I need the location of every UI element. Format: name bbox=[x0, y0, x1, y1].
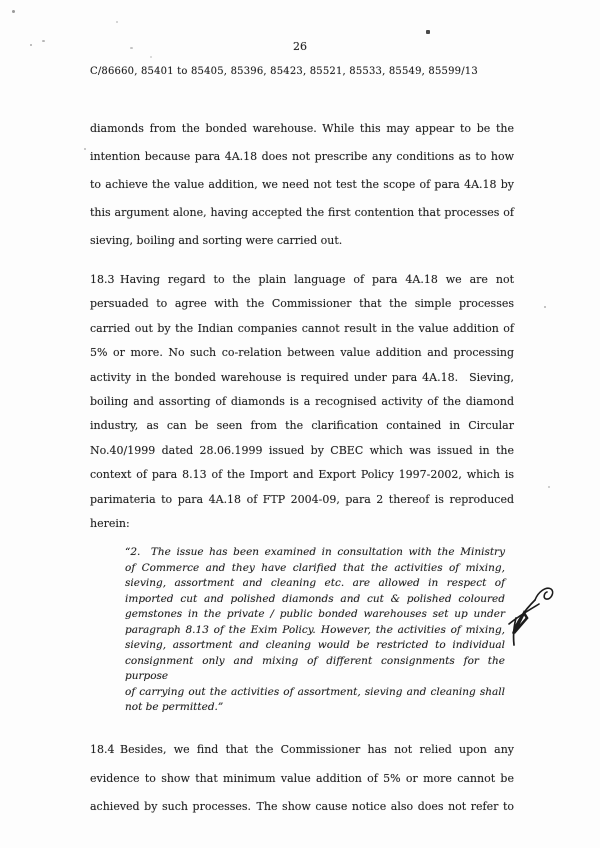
text-line: of carrying out the activities of assortment, sieving and cleaning shall bbox=[125, 685, 505, 698]
text-line: imported cut and polished diamonds and cut & polished coloured bbox=[125, 592, 505, 605]
page-number: 26 bbox=[293, 40, 307, 53]
scan-speck bbox=[426, 30, 430, 34]
scan-speck bbox=[42, 40, 45, 42]
handwritten-initials-icon bbox=[505, 580, 560, 648]
text-line: achieved by such processes. The show cause notice also does not refer to bbox=[90, 800, 514, 813]
text-line: to achieve the value addition, we need not test the scope of para 4A.18 by bbox=[90, 178, 514, 191]
text-line: not be permitted.” bbox=[125, 701, 224, 713]
text-line: diamonds from the bonded warehouse. While this may appear to be the bbox=[90, 122, 514, 135]
scan-speck bbox=[116, 21, 118, 23]
paragraph-intro bbox=[90, 115, 514, 255]
scan-speck bbox=[548, 486, 550, 488]
text-line: 18.3 Having regard to the plain language of para 4A.18 we are not bbox=[90, 273, 514, 286]
paragraph-18-3 bbox=[90, 268, 514, 536]
text-line: sieving, boiling and sorting were carried out. bbox=[90, 234, 343, 247]
text-line: intention because para 4A.18 does not prescribe any conditions as to how bbox=[90, 150, 514, 163]
text-line: carried out by the Indian companies cannot result in the value addition of bbox=[90, 321, 514, 335]
text-line: context of para 8.13 of the Import and Export Policy 1997-2002, which is bbox=[90, 468, 514, 482]
text-line: of Commerce and they have clarified that the activities of mixing, bbox=[125, 561, 505, 574]
scan-speck bbox=[30, 44, 32, 46]
scan-speck bbox=[150, 56, 152, 58]
text-line: paragraph 8.13 of the Exim Policy. However, the activities of mixing, bbox=[125, 623, 505, 636]
text-line: 18.4 Besides, we find that the Commissioner has not relied upon any bbox=[90, 743, 514, 756]
text-line: herein: bbox=[90, 517, 130, 531]
block-quote-circular-40-1999 bbox=[125, 545, 505, 716]
case-numbers-line: C/86660, 85401 to 85405, 85396, 85423, 85521, 85533, 85549, 85599/13 bbox=[90, 66, 478, 77]
text-line: persuaded to agree with the Commissioner that the simple processes bbox=[90, 297, 514, 311]
text-line: sieving, assortment and cleaning would be restricted to individual bbox=[125, 639, 505, 651]
scan-speck bbox=[544, 306, 546, 308]
text-line: No.40/1999 dated 28.06.1999 issued by CBEC which was issued in the bbox=[90, 443, 514, 457]
text-line: gemstones in the private / public bonded warehouses set up under bbox=[125, 608, 505, 620]
text-line: sieving, assortment and cleaning etc. are allowed in respect of bbox=[125, 577, 505, 589]
text-line: industry, as can be seen from the clarification contained in Circular bbox=[90, 419, 514, 433]
text-line: boiling and assorting of diamonds is a recognised activity of the diamond bbox=[90, 395, 514, 409]
text-line: activity in the bonded warehouse is required under para 4A.18. Sieving, bbox=[90, 370, 514, 384]
text-line: parimateria to para 4A.18 of FTP 2004-09, para 2 thereof is reproduced bbox=[90, 492, 514, 506]
text-line: 5% or more. No such co-relation between value addition and processing bbox=[90, 346, 514, 360]
scan-speck bbox=[130, 47, 133, 49]
text-line: evidence to show that minimum value addition of 5% or more cannot be bbox=[90, 771, 514, 785]
paragraph-18-4 bbox=[90, 736, 514, 822]
text-line: this argument alone, having accepted the first contention that processes of bbox=[90, 206, 514, 219]
scan-speck bbox=[12, 10, 15, 13]
text-line: consignment only and mixing of different consignments for the purpose bbox=[125, 654, 505, 682]
scan-speck bbox=[84, 148, 86, 150]
text-line: “2. The issue has been examined in consultation with the Ministry bbox=[125, 546, 505, 558]
